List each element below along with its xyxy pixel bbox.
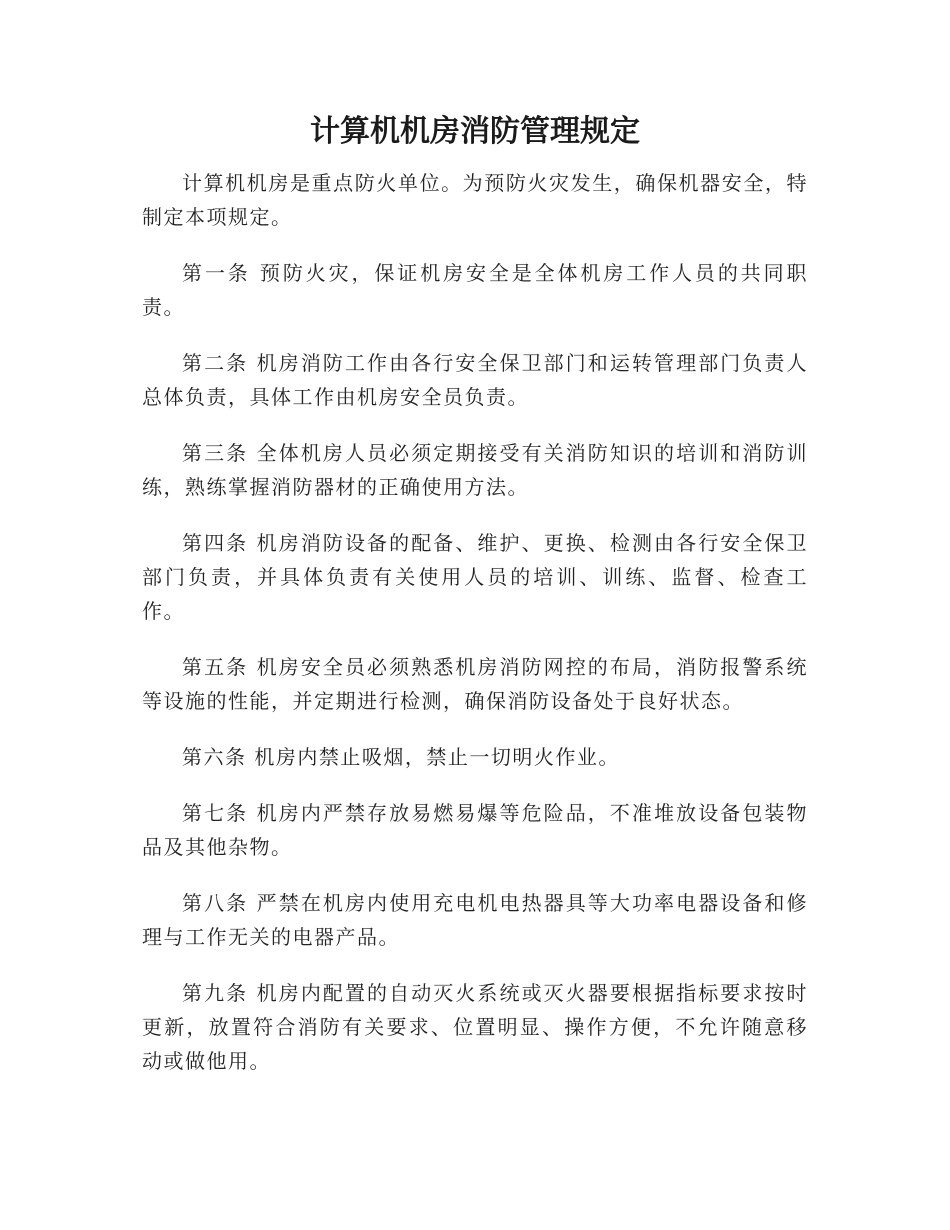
- paragraph-article-8: 第八条 严禁在机房内使用充电机电热器具等大功率电器设备和修理与工作无关的电器产品。: [142, 891, 808, 949]
- document-title: 计算机机房消防管理规定: [310, 114, 640, 149]
- paragraph-article-3: 第三条 全体机房人员必须定期接受有关消防知识的培训和消防训练，熟练掌握消防器材的正确使用方法。: [142, 441, 808, 499]
- paragraph-article-4: 第四条 机房消防设备的配备、维护、更换、检测由各行安全保卫部门负责，并具体负责有关使用人员的培训、训练、监督、检查工作。: [142, 531, 808, 623]
- paragraph-article-6: 第六条 机房内禁止吸烟，禁止一切明火作业。: [182, 745, 620, 769]
- paragraph-article-1: 第一条 预防火灾，保证机房安全是全体机房工作人员的共同职责。: [142, 261, 808, 319]
- paragraph-article-9: 第九条 机房内配置的自动灭火系统或灭火器要根据指标要求按时更新，放置符合消防有关要求、位置明显、操作方便，不允许随意移动或做他用。: [142, 981, 808, 1073]
- paragraph-article-7: 第七条 机房内严禁存放易燃易爆等危险品，不准堆放设备包装物品及其他杂物。: [142, 801, 808, 859]
- paragraph-intro: 计算机机房是重点防火单位。为预防火灾发生，确保机器安全，特制定本项规定。: [142, 171, 808, 229]
- document-body: [142, 166, 808, 1100]
- paragraph-article-5: 第五条 机房安全员必须熟悉机房消防网控的布局，消防报警系统等设施的性能，并定期进行检测，确保消防设备处于良好状态。: [142, 655, 808, 713]
- paragraph-article-2: 第二条 机房消防工作由各行安全保卫部门和运转管理部门负责人总体负责，具体工作由机房安全员负责。: [142, 351, 808, 409]
